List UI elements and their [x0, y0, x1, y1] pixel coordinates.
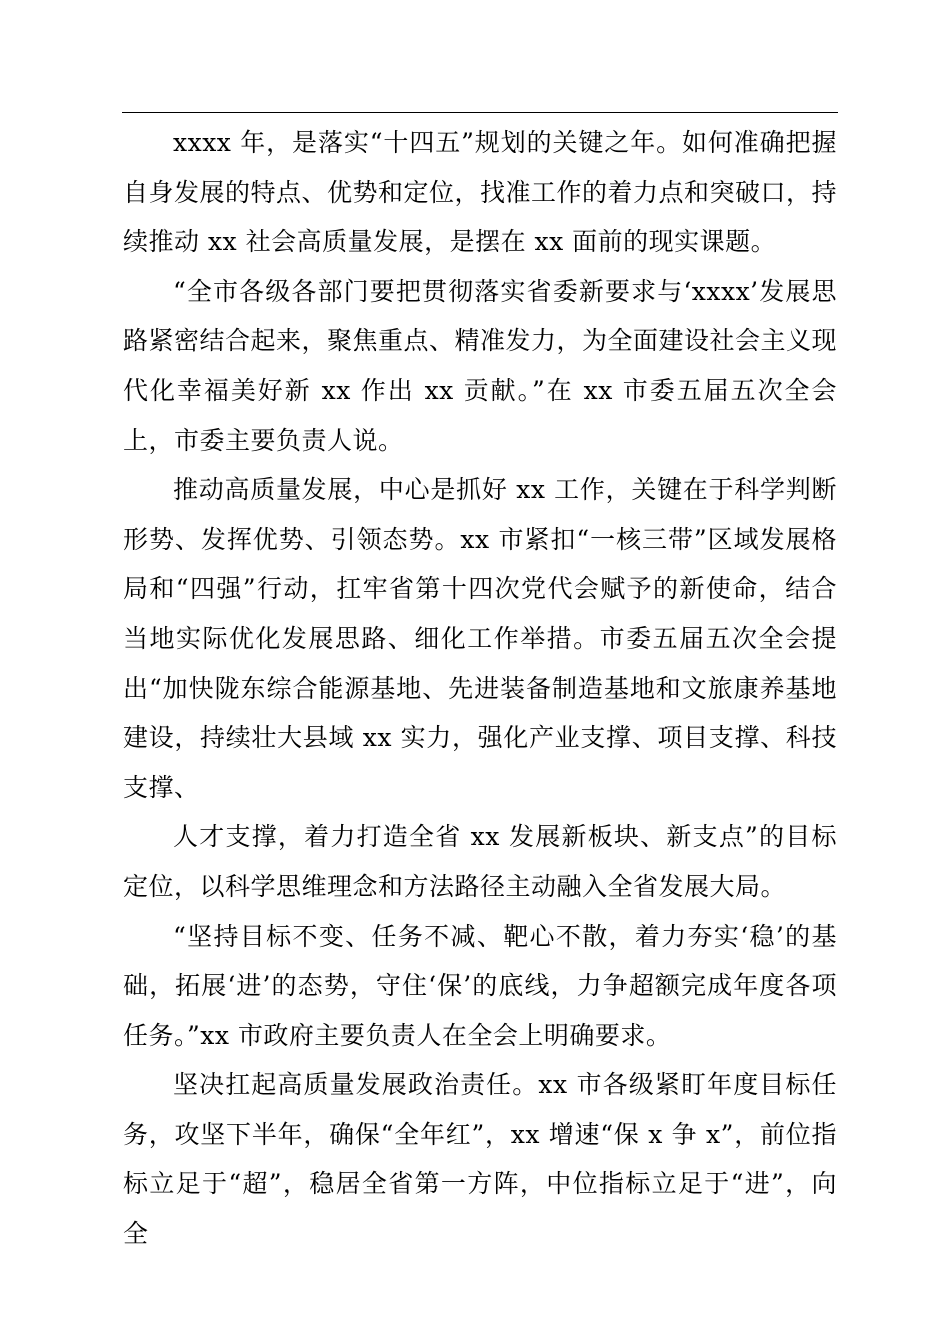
paragraph-4: 人才支撑，着力打造全省 xx 发展新板块、新支点”的目标定位，以科学思维理念和方法路径主动融入全省发展大局。 — [123, 822, 837, 901]
header-rule — [122, 112, 838, 113]
paragraph-1: xxxx 年，是落实“十四五”规划的关键之年。如何准确把握自身发展的特点、优势和定位，找准工作的着力点和突破口，持续推动 xx 社会高质量发展，是摆在 xx 面前的现实课题。 — [123, 128, 838, 257]
paragraph-3: 推动高质量发展，中心是抓好 xx 工作，关键在于科学判断形势、发挥优势、引领态势。xx 市紧扣“一核三带”区域发展格局和“四强”行动，扛牢省第十四次党代会赋予的新使命，结合当地实际优化发展思路、细化工作举措。市委五届五次全会提出“加快陇东综合能源基地、先进装备制造基地和文旅康养基地建设，持续壮大县域 xx 实力，强化产业支撑、项目支撑、科技支撑、 — [123, 475, 837, 802]
paragraph-6: 坚决扛起高质量发展政治责任。xx 市各级紧盯年度目标任务，攻坚下半年，确保“全年红”，xx 增速“保 x 争 x”，前位指标立足于“超”，稳居全省第一方阵，中位指标立足于“进”，向全 — [123, 1070, 837, 1249]
paragraph-5: “坚持目标不变、任务不减、靶心不散，着力夯实‘稳’的基础，拓展‘进’的态势，守住‘保’的底线，力争超额完成年度各项任务。”xx 市政府主要负责人在全会上明确要求。 — [123, 921, 837, 1050]
paragraph-2: “全市各级各部门要把贯彻落实省委新要求与‘xxxx’发展思路紧密结合起来，聚焦重点、精准发力，为全面建设社会主义现代化幸福美好新 xx 作出 xx 贡献。”在 xx 市委五届五次全会上，市委主要负责人说。 — [123, 276, 838, 455]
body-text — [123, 118, 837, 1259]
